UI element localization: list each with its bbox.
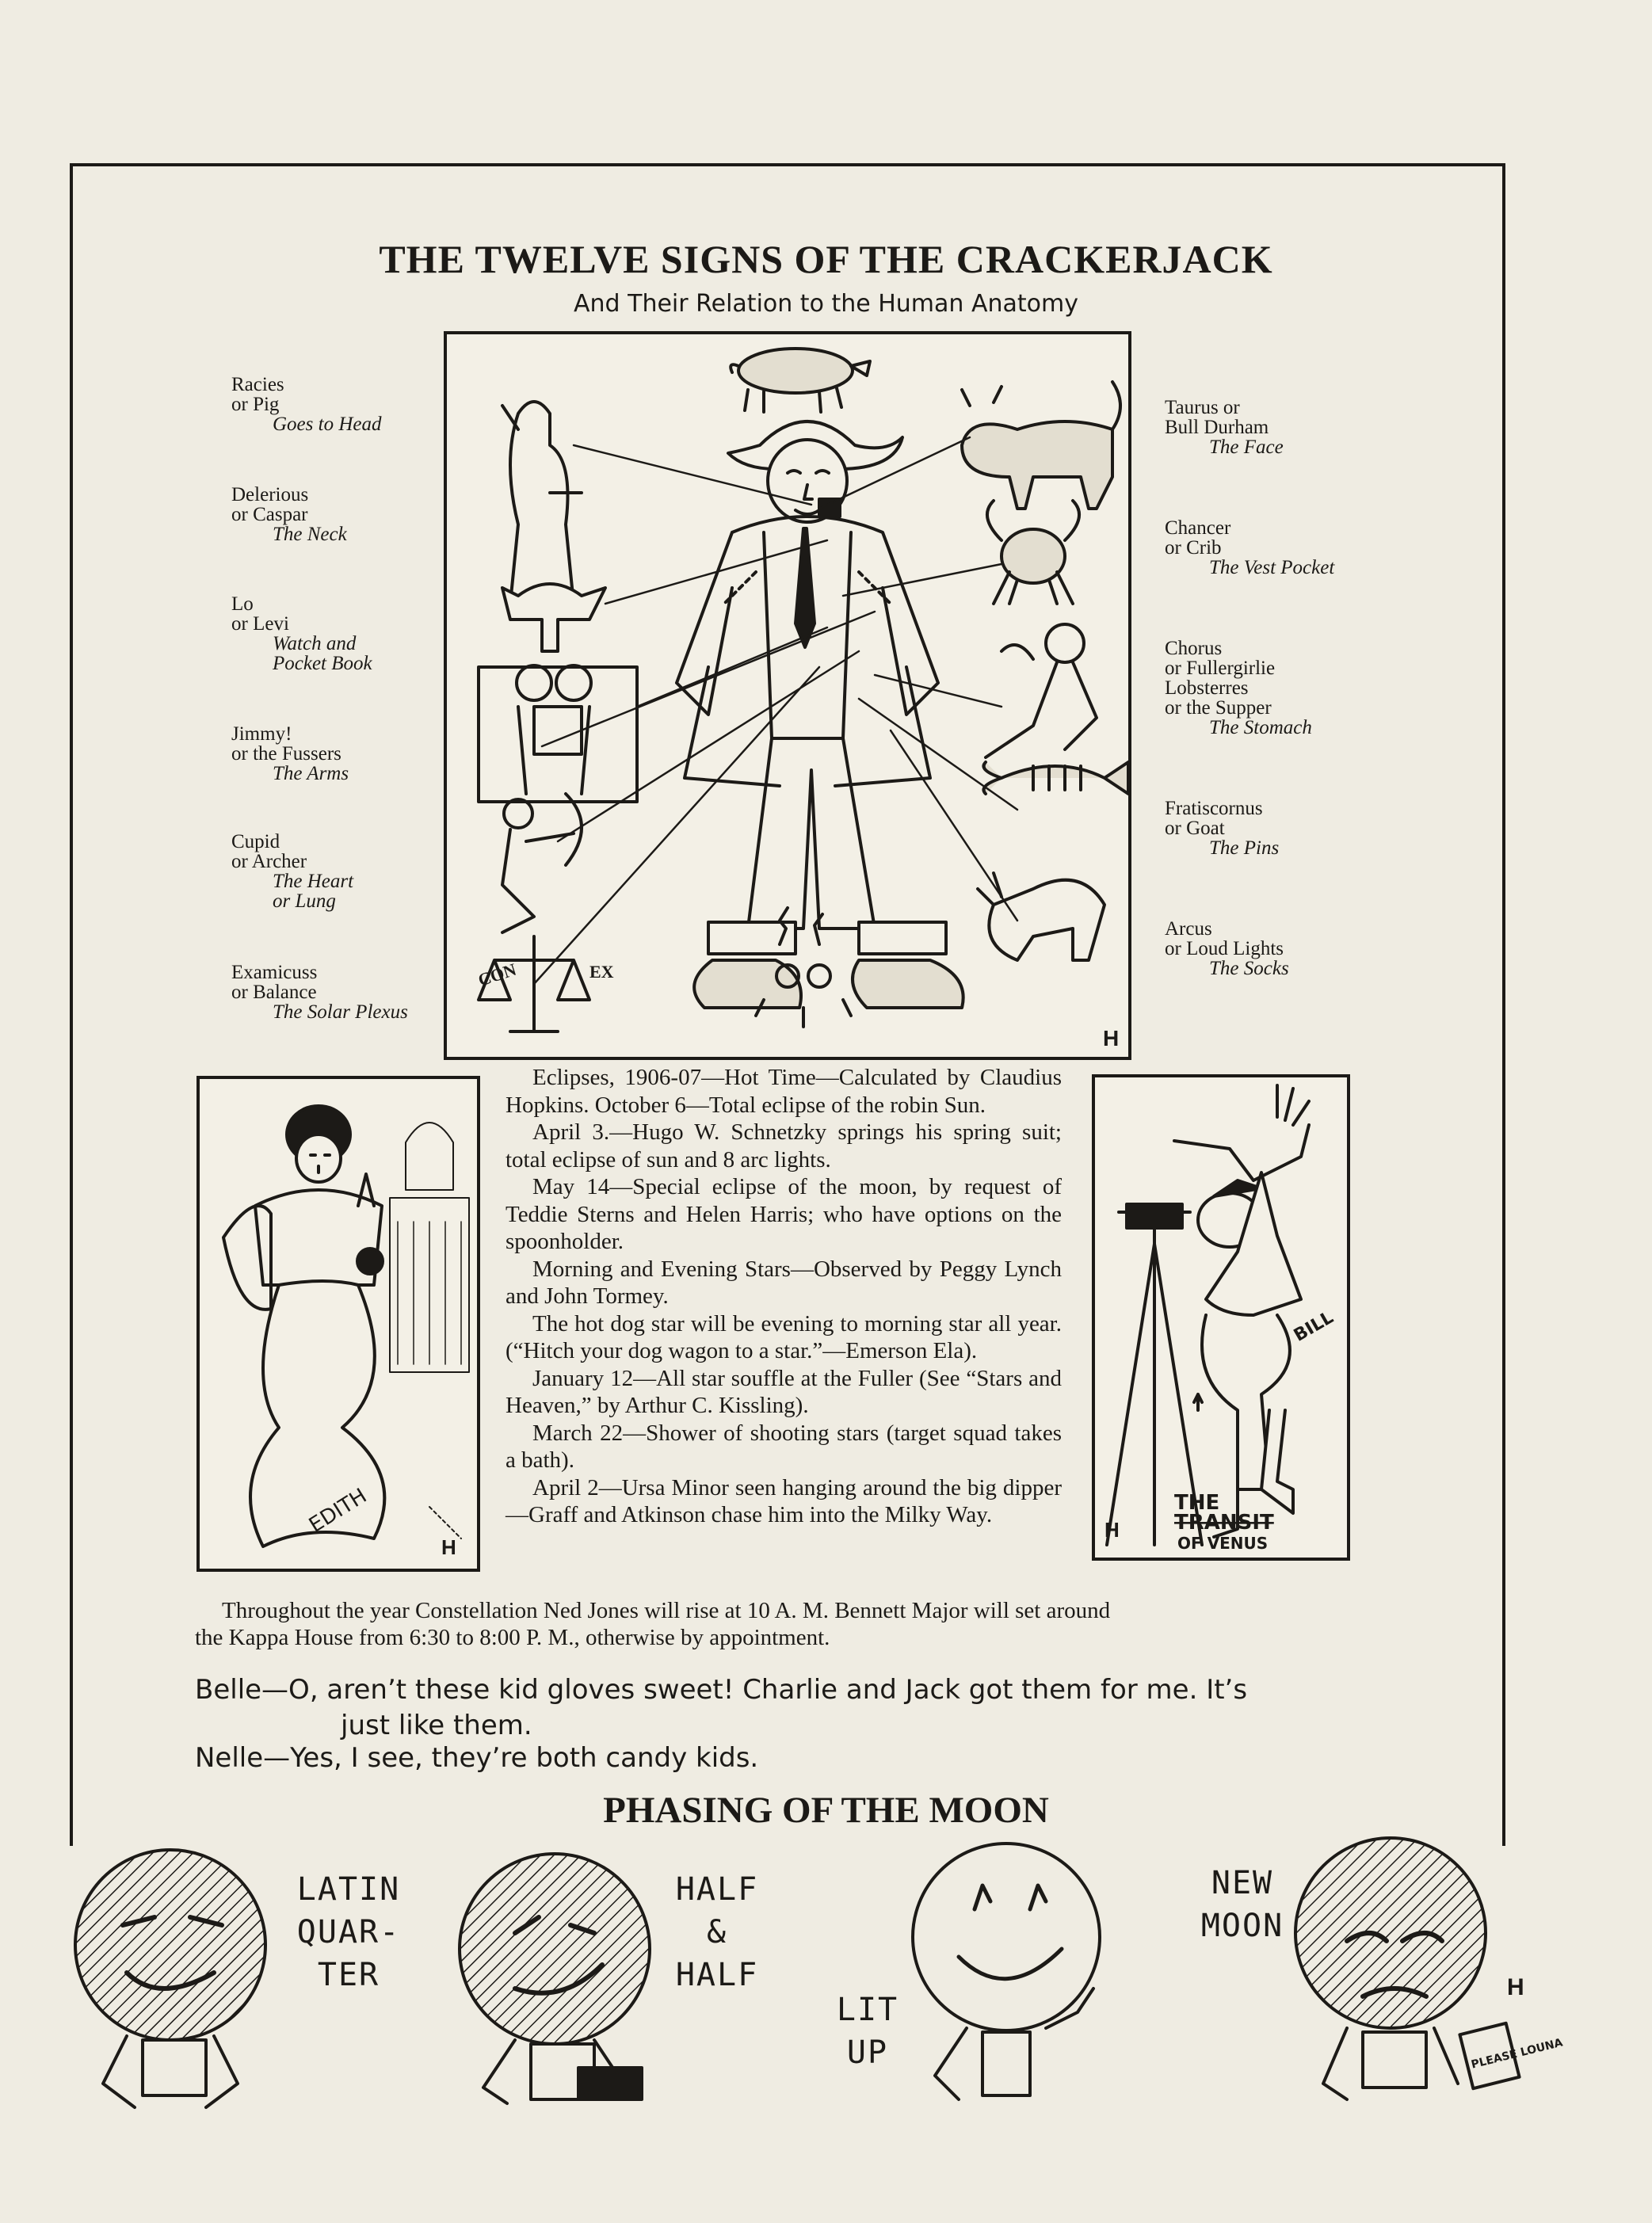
eclipses-text (506, 1064, 1062, 1529)
sign-delerious: Delerious or Caspar The Neck (231, 484, 347, 545)
belle-line-2: just like them. (341, 1710, 532, 1741)
eclipse-paragraph: Eclipses, 1906-07—Hot Time—Calculated by Claudius Hopkins. October 6—Total eclipse of the robin Sun. (506, 1065, 1062, 1118)
eclipse-paragraph: January 12—All star souffle at the Fuller (See “Stars and Heaven,” by Arthur C. Kissling). (506, 1365, 1062, 1418)
eclipse-paragraph: Morning and Evening Stars—Observed by Peggy Lynch and John Tormey. (506, 1256, 1062, 1309)
label-new-moon: NEW MOON (1200, 1865, 1284, 1944)
transit-of-venus-illustration (1092, 1074, 1350, 1561)
sign-fratiscornus: Fratiscornus or Goat The Pins (1165, 798, 1280, 859)
belle-line-1: Belle—O, aren’t these kid gloves sweet! Charlie and Jack got them for me. It’s (195, 1674, 1248, 1706)
sign-chorus: Chorus or Fullergirlie Lobsterres or the Supper The Stomach (1165, 638, 1312, 738)
scale-right-label: EX (589, 962, 614, 982)
moon-lit-up (913, 1844, 1100, 2030)
sign-arcus: Arcus or Loud Lights The Socks (1165, 918, 1289, 979)
label-lit-up: LIT UP (836, 1992, 899, 2071)
moon-bag-label: PLEASE LOUNA (1470, 2036, 1564, 2072)
edith-illustration (196, 1076, 480, 1572)
nelle-line: Nelle—Yes, I see, they’re both candy kids. (195, 1742, 759, 1774)
label-latin-quarter: LATIN QUAR- TER (296, 1871, 401, 1993)
transit-drawing (1095, 1077, 1347, 1558)
edith-drawing (200, 1079, 477, 1569)
sign-lo: Lo or Levi Watch and Pocket Book (231, 593, 372, 674)
zodiac-man-drawing (447, 334, 1128, 1057)
transit-label-venus: OF VENUS (1177, 1534, 1269, 1553)
sign-racies: Racies or Pig Goes to Head (231, 374, 382, 435)
sign-chancer: Chancer or Crib The Vest Pocket (1165, 517, 1335, 578)
edith-signature: H (441, 1535, 456, 1559)
transit-label-transit: TRANSIT (1174, 1511, 1274, 1535)
transit-signature: H (1105, 1518, 1120, 1542)
sign-jimmy: Jimmy! or the Fussers The Arms (231, 723, 349, 784)
eclipse-paragraph: April 2—Ursa Minor seen hanging around the big dipper—Graff and Atkinson chase him into the Milky Way. (506, 1474, 1062, 1527)
moon-new-moon (1295, 1838, 1486, 2028)
label-half-and-half: HALF & HALF (675, 1871, 759, 1993)
phasing-title: PHASING OF THE MOON (603, 1790, 1049, 1831)
sign-taurus: Taurus or Bull Durham The Face (1165, 397, 1284, 458)
throughout-line-2: the Kappa House from 6:30 to 8:00 P. M., otherwise by appointment. (195, 1625, 830, 1650)
eclipse-paragraph: May 14—Special eclipse of the moon, by request of Teddie Sterns and Helen Harris; who have options on the spoonholder. (506, 1174, 1062, 1254)
edith-label: EDITH (304, 1484, 372, 1538)
scale-left-label: CON (475, 959, 519, 990)
moon-latin-quarter (75, 1850, 265, 2040)
sign-examicuss: Examicuss or Balance The Solar Plexus (231, 962, 408, 1023)
sign-cupid: Cupid or Archer The Heart or Lung (231, 831, 354, 912)
eclipse-paragraph: March 22—Shower of shooting stars (target squad takes a bath). (506, 1420, 1062, 1473)
moon-signature: H (1507, 1974, 1524, 2000)
eclipse-paragraph: The hot dog star will be evening to morning star all year. (“Hitch your dog wagon to a star.”—Emerson Ela). (506, 1310, 1062, 1363)
throughout-text (195, 1597, 1391, 1651)
illustrator-signature: H (1103, 1026, 1120, 1050)
page-subtitle: And Their Relation to the Human Anatomy (574, 290, 1078, 318)
eclipse-paragraph: April 3.—Hugo W. Schnetzky springs his spring suit; total eclipse of sun and 8 arc lights. (506, 1119, 1062, 1173)
throughout-line-1: Throughout the year Constellation Ned Jones will rise at 10 A. M. Bennett Major will set around (222, 1598, 1111, 1623)
page-title: THE TWELVE SIGNS OF THE CRACKERJACK (379, 237, 1273, 281)
moon-half-and-half (460, 1854, 650, 2044)
bill-tag: BILL (1290, 1307, 1337, 1346)
transit-label-the: THE (1174, 1491, 1220, 1515)
zodiac-man-illustration (444, 331, 1131, 1060)
